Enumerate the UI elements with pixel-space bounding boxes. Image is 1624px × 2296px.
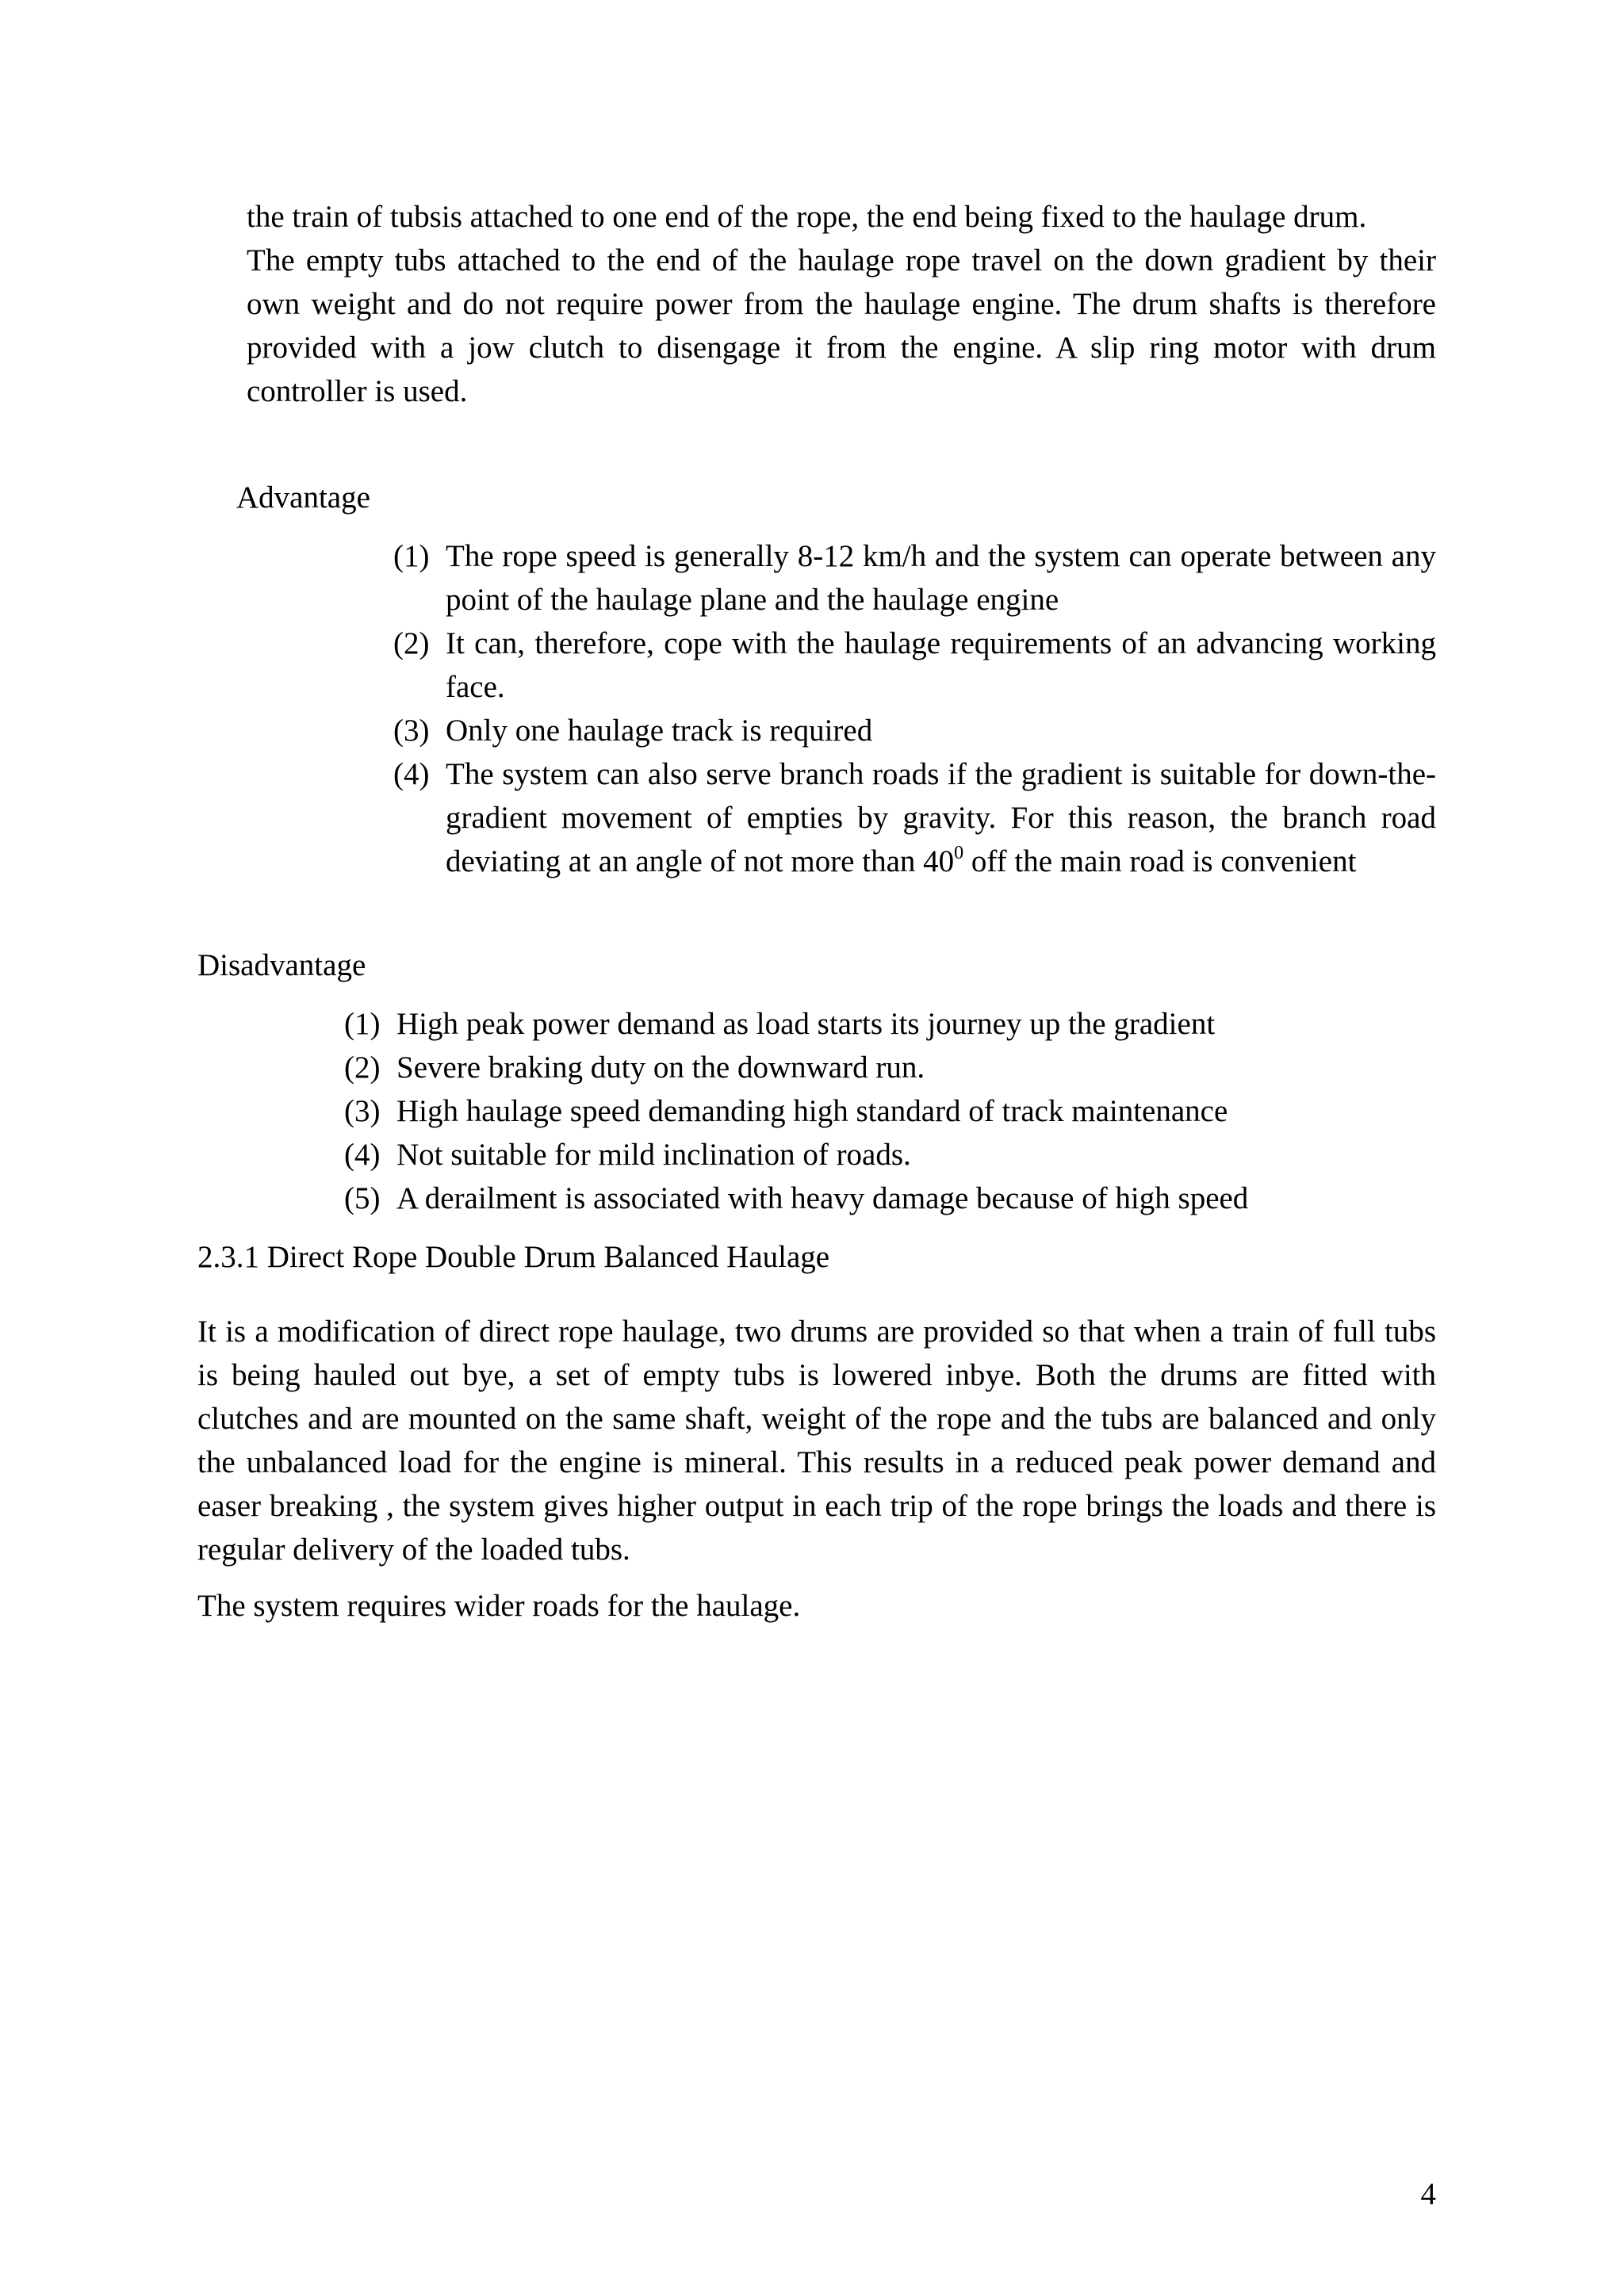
list-item [393, 709, 1436, 752]
advantage-heading: Advantage [236, 480, 370, 515]
list-item-number: (3) [393, 714, 430, 748]
list-item-text-part: The system can also serve branch roads if the gradient is suitable for down-the-gradient movement of empties by gravity. For this reason, the branch road deviating at an angle of not more than 40 [446, 757, 1436, 878]
list-item-text: Severe braking duty on the downward run. [396, 1050, 925, 1085]
list-item [344, 1046, 1436, 1089]
list-item [344, 1002, 1436, 1046]
intro-text [247, 195, 1436, 413]
list-item-text: A derailment is associated with heavy damage because of high speed [396, 1181, 1249, 1215]
list-item-text: Not suitable for mild inclination of roads. [396, 1138, 911, 1172]
section-heading: 2.3.1 Direct Rope Double Drum Balanced Haulage [197, 1240, 830, 1274]
list-item-text-part: off the main road is convenient [963, 844, 1357, 878]
superscript-degree: 0 [954, 843, 964, 863]
list-item-number: (3) [344, 1094, 381, 1128]
list-item-number: (4) [344, 1138, 381, 1172]
list-item-text: The rope speed is generally 8-12 km/h and the system can operate between any point of the haulage plane and the haulage engine [446, 539, 1436, 617]
list-item [344, 1133, 1436, 1177]
list-item-number: (4) [393, 757, 430, 791]
list-item [393, 534, 1436, 622]
list-item-number: (5) [344, 1181, 381, 1215]
list-item-number: (2) [393, 626, 430, 660]
list-item [393, 622, 1436, 709]
section-paragraph-1: It is a modification of direct rope haulage, two drums are provided so that when a train of full tubs is being hauled out bye, a set of empty tubs is lowered inbye. Both the drums are fitted with clutches and are mounted on the same shaft, weight of the rope and the tubs are balanced and only the unbalanced load for the engine is mineral. This results in a reduced peak power demand and easer breaking , the system gives higher output in each trip of the rope brings the loads and there is regular delivery of the loaded tubs. [197, 1314, 1436, 1567]
disadvantage-heading: Disadvantage [197, 948, 366, 982]
intro-paragraph-2: The empty tubs attached to the end of the haulage rope travel on the down gradient by their own weight and do not require power from the haulage engine. The drum shafts is therefore provided with a jow clutch to disengage it from the engine. A slip ring motor with drum controller is used. [247, 243, 1436, 408]
disadvantage-list [344, 1002, 1436, 1220]
advantage-list [393, 534, 1436, 883]
intro-paragraph-1: the train of tubsis attached to one end of the rope, the end being fixed to the haulage drum. [247, 200, 1367, 234]
section-paragraph-2: The system requires wider roads for the haulage. [197, 1589, 801, 1623]
list-item-text: High peak power demand as load starts its journey up the gradient [396, 1007, 1216, 1041]
list-item-text: High haulage speed demanding high standard of track maintenance [396, 1094, 1228, 1128]
list-item [344, 1089, 1436, 1133]
list-item-text [446, 752, 1436, 883]
list-item-text: Only one haulage track is required [446, 714, 873, 748]
list-item-text: It can, therefore, cope with the haulage requirements of an advancing working face. [446, 626, 1436, 704]
list-item [344, 1177, 1436, 1220]
list-item [393, 752, 1436, 883]
list-item-number: (1) [344, 1007, 381, 1041]
list-item-number: (1) [393, 539, 430, 573]
list-item-number: (2) [344, 1050, 381, 1085]
page-number: 4 [1420, 2177, 1436, 2211]
